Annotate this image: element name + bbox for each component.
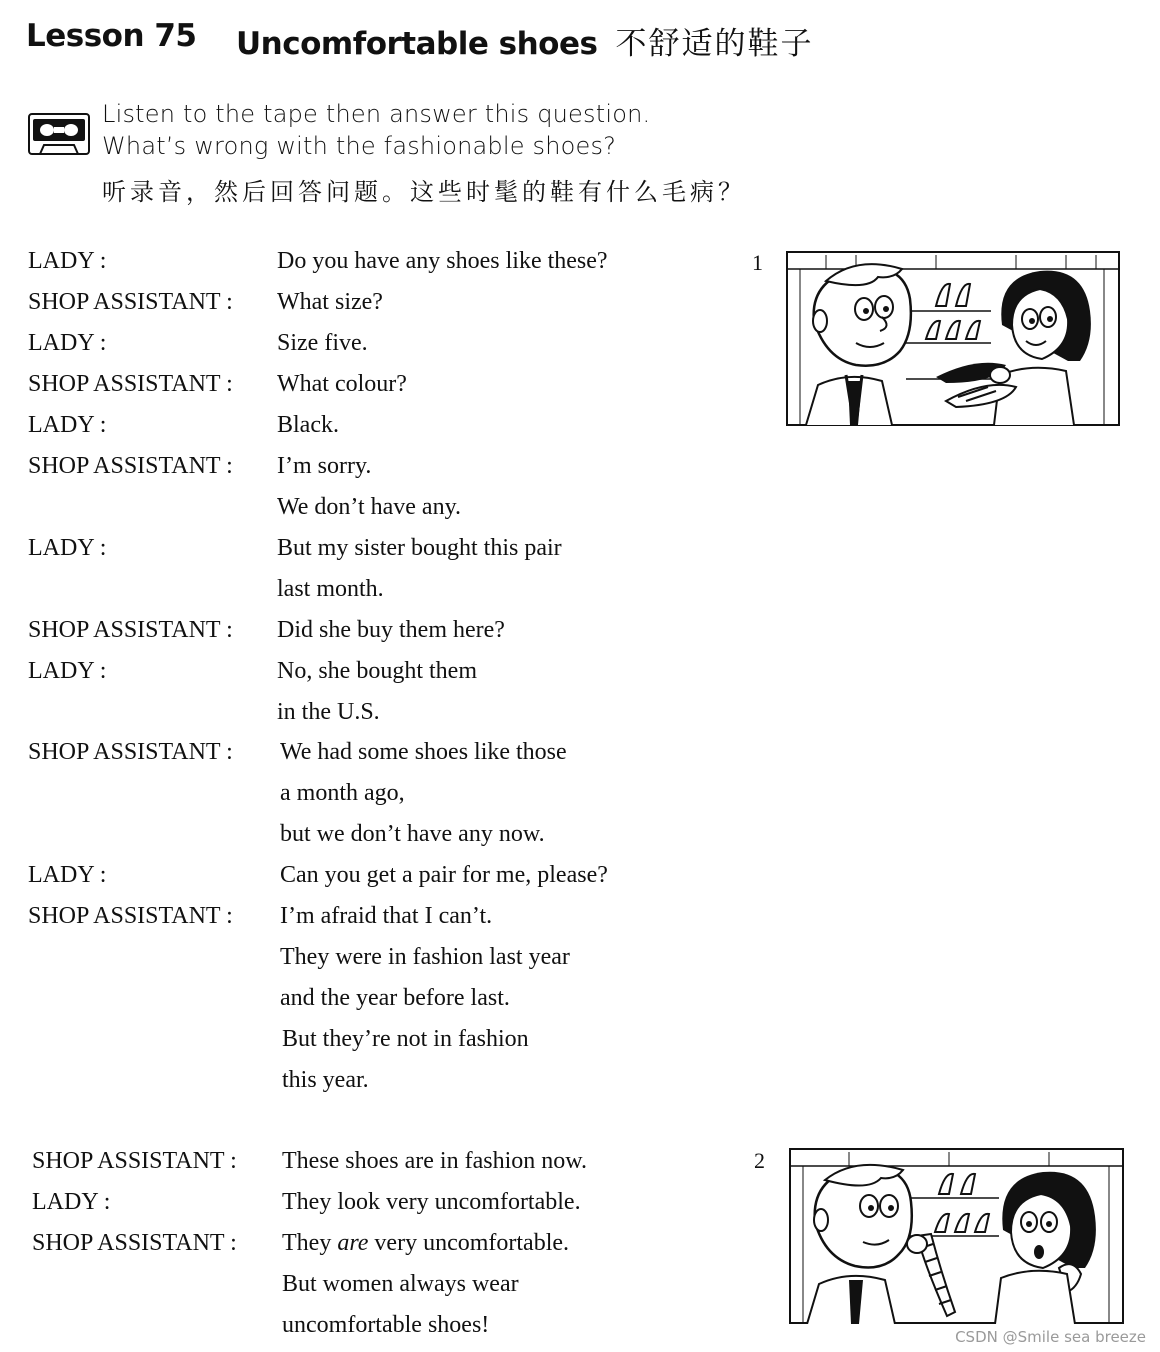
dialogue-line: But women always wear [282, 1271, 519, 1297]
dialogue-line: I’m afraid that I can’t. [280, 903, 493, 929]
lesson-title [236, 18, 813, 63]
dialogue-line: Size five. [277, 330, 368, 356]
dialogue-line: These shoes are in fashion now. [282, 1148, 588, 1174]
dialogue-line: What colour? [277, 371, 407, 397]
dialogue-speaker: SHOP ASSISTANT : [32, 1148, 237, 1174]
dialogue-line-end: very uncomfortable. [368, 1230, 570, 1256]
dialogue-line: this year. [282, 1067, 369, 1093]
dialogue-line: We don’t have any. [277, 494, 462, 520]
watermark: CSDN @Smile sea breeze [955, 1328, 1146, 1346]
lesson-header [26, 18, 814, 62]
dialogue-line: They look very uncomfortable. [282, 1189, 581, 1215]
lesson-title-en: Uncomfortable shoes [236, 26, 598, 62]
dialogue-line: What size? [277, 289, 383, 315]
dialogue-speaker: SHOP ASSISTANT : [28, 453, 233, 479]
dialogue-line: We had some shoes like those [280, 739, 567, 765]
instruction-line-cn: 听录音，然后回答问题。这些时髦的鞋有什么毛病？ [102, 178, 746, 206]
panel-number: 1 [752, 250, 763, 275]
dialogue-speaker: LADY : [28, 862, 107, 888]
lesson-number: Lesson 75 [26, 18, 197, 54]
dialogue-line: Did she buy them here? [277, 617, 505, 643]
illustration-panel-2 [789, 1148, 1124, 1324]
dialogue-speaker: LADY : [28, 658, 107, 684]
dialogue-line [282, 1230, 569, 1257]
dialogue-line: Black. [277, 412, 339, 438]
dialogue-line: in the U.S. [277, 699, 380, 725]
dialogue-line: They were in fashion last year [280, 944, 570, 970]
dialogue-line: but we don’t have any now. [280, 821, 545, 847]
cassette-tape-icon [28, 112, 90, 156]
dialogue-line: Do you have any shoes like these? [277, 248, 608, 274]
dialogue-speaker: SHOP ASSISTANT : [28, 739, 233, 765]
dialogue-speaker: LADY : [32, 1189, 111, 1215]
dialogue-speaker: SHOP ASSISTANT : [28, 617, 233, 643]
dialogue-speaker: SHOP ASSISTANT : [32, 1230, 237, 1256]
dialogue-line: But my sister bought this pair [277, 535, 562, 561]
dialogue-line: Can you get a pair for me, please? [280, 862, 608, 888]
dialogue-line: But they’re not in fashion [282, 1026, 529, 1052]
illustration-panel-1 [786, 251, 1120, 426]
dialogue-speaker: LADY : [28, 412, 107, 438]
dialogue-line: uncomfortable shoes! [282, 1312, 490, 1338]
dialogue-line: last month. [277, 576, 384, 602]
dialogue-speaker: LADY : [28, 248, 107, 274]
dialogue-speaker: LADY : [28, 330, 107, 356]
dialogue-speaker: SHOP ASSISTANT : [28, 903, 233, 929]
dialogue-line: No, she bought them [277, 658, 477, 684]
dialogue-line-start: They [282, 1230, 338, 1256]
instruction-line-1: Listen to the tape then answer this question. [102, 100, 651, 128]
dialogue-line: I’m sorry. [277, 453, 372, 479]
dialogue-emphasis: are [337, 1230, 369, 1256]
dialogue-speaker: SHOP ASSISTANT : [28, 289, 233, 315]
panel-number: 2 [754, 1148, 765, 1173]
dialogue-speaker: LADY : [28, 535, 107, 561]
dialogue-speaker: SHOP ASSISTANT : [28, 371, 233, 397]
dialogue-line: and the year before last. [280, 985, 510, 1011]
lesson-title-cn: 不舒适的鞋子 [615, 26, 814, 62]
instruction-line-2: What’s wrong with the fashionable shoes? [102, 132, 617, 160]
dialogue-line: a month ago, [280, 780, 405, 806]
